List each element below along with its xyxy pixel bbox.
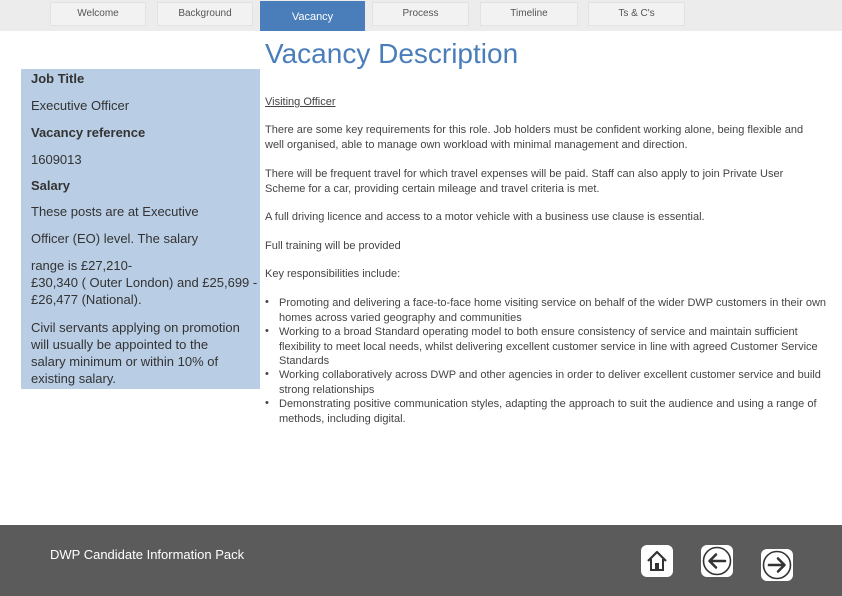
job-summary-panel — [21, 69, 260, 389]
tab-vacancy[interactable]: Vacancy — [260, 1, 365, 31]
responsibility-item: Promoting and delivering a face-to-face home visiting service on behalf of the wider DWP customers in their own homes across varied geography and communities — [279, 297, 827, 324]
promotion-line: will usually be appointed to the — [31, 337, 209, 352]
promotion-line: Civil servants applying on promotion — [31, 320, 240, 335]
bullet-marker: • — [265, 368, 269, 380]
vacancy-reference-heading: Vacancy reference — [31, 125, 146, 140]
promotion-line: salary minimum or within 10% of — [31, 354, 219, 369]
job-title-heading: Job Title — [31, 71, 85, 86]
role-title: Visiting Officer — [265, 96, 336, 108]
page-title: Vacancy Description — [265, 38, 519, 69]
salary-line: Officer (EO) level. The salary — [31, 231, 199, 246]
home-button[interactable] — [641, 545, 673, 577]
arrow-right-icon — [762, 550, 792, 580]
responsibility-item: Working to a broad Standard operating model to both ensure consistency of service and maintain sufficient flexibility to meet local needs, whilst delivering excellent customer service in line with agreed Customer Service Standards — [279, 326, 818, 367]
bullet-marker: • — [265, 296, 269, 308]
back-button[interactable] — [701, 545, 733, 577]
footer-bar — [0, 525, 842, 596]
bullet-marker: • — [265, 325, 269, 337]
salary-line: range is £27,210- — [31, 258, 133, 273]
tab-welcome[interactable]: Welcome — [50, 2, 146, 26]
bullet-marker: • — [265, 397, 269, 409]
tab-process[interactable]: Process — [372, 2, 469, 26]
job-title-value: Executive Officer — [31, 98, 130, 113]
vacancy-reference-value: 1609013 — [31, 152, 82, 167]
responsibilities-heading: Key responsibilities include: — [265, 268, 401, 280]
salary-line: These posts are at Executive — [31, 204, 199, 219]
travel-paragraph: There will be frequent travel for which travel expenses will be paid. Staff can also apply to join Private User Scheme for a car, providing certain mileage and travel criteria is met. — [265, 168, 784, 195]
top-navigation — [0, 0, 842, 31]
responsibility-item: Working collaboratively across DWP and other agencies in order to deliver excellent customer service and build strong relationships — [279, 369, 821, 396]
arrow-left-icon — [702, 546, 732, 576]
tab-timeline[interactable]: Timeline — [480, 2, 578, 26]
salary-line: £26,477 (National). — [31, 292, 142, 307]
footer-title: DWP Candidate Information Pack — [50, 547, 245, 562]
tab-background[interactable]: Background — [157, 2, 253, 26]
salary-heading: Salary — [31, 178, 71, 193]
tab-ts-and-cs[interactable]: Ts & C's — [588, 2, 685, 26]
home-icon — [644, 548, 670, 574]
licence-paragraph: A full driving licence and access to a motor vehicle with a business use clause is essential. — [265, 211, 705, 223]
training-paragraph: Full training will be provided — [265, 240, 401, 252]
requirements-paragraph: There are some key requirements for this role. Job holders must be confident working alone, being flexible and well organised, able to manage own workload with minimal management and direction. — [265, 124, 804, 151]
forward-button[interactable] — [761, 549, 793, 581]
responsibility-item: Demonstrating positive communication styles, adapting the approach to suit the audience and using a range of methods, including digital. — [279, 398, 817, 425]
salary-line: £30,340 ( Outer London) and £25,699 - — [31, 275, 258, 290]
promotion-line: existing salary. — [31, 371, 117, 386]
